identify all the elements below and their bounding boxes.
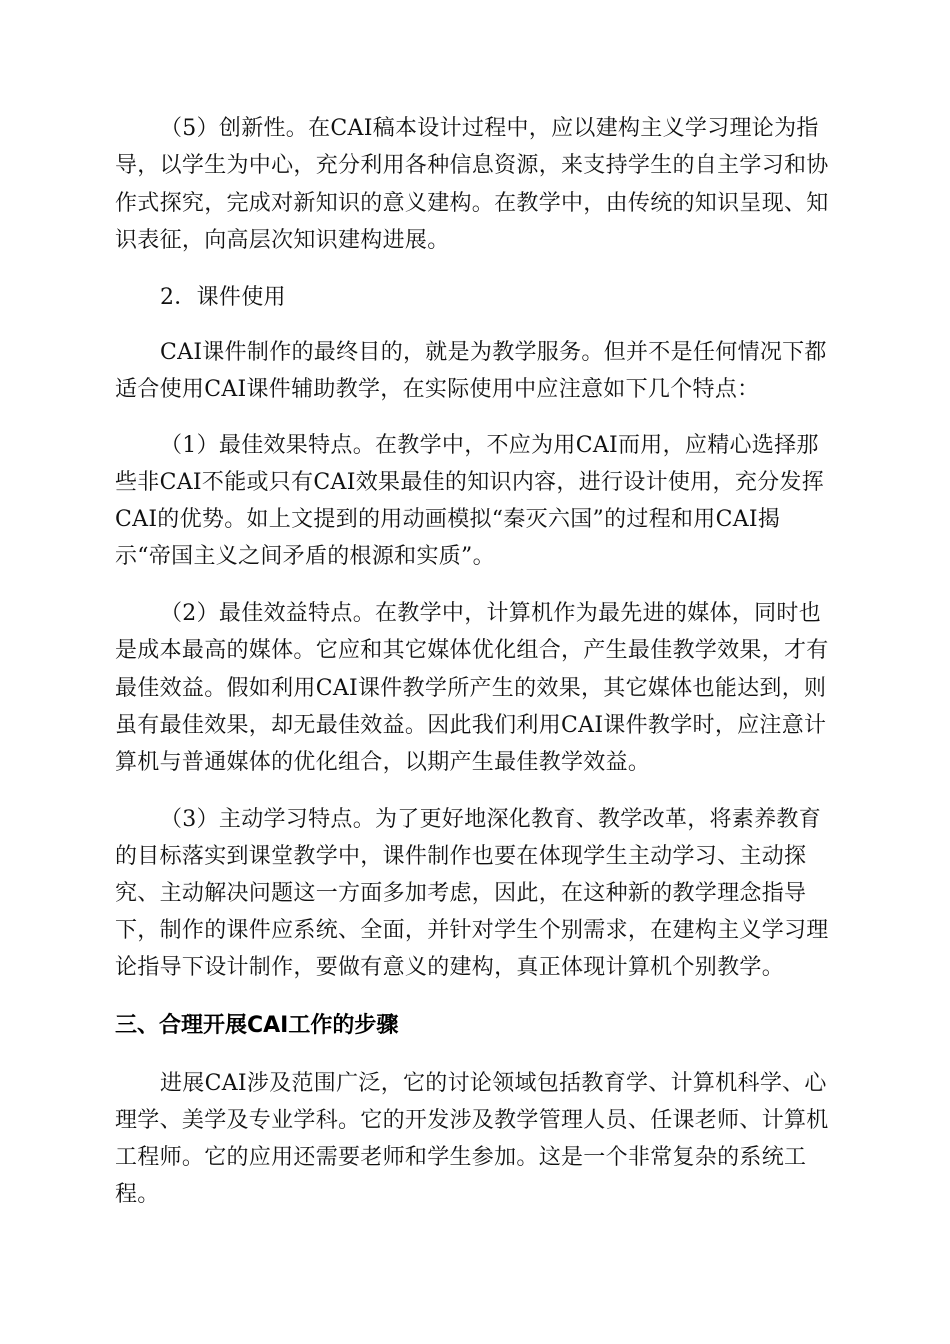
- paragraph-line: CAI的优势。如上文提到的用动画模拟“秦灭六国”的过程和用CAI揭: [115, 507, 781, 532]
- paragraph-line: （1）最佳效果特点。在教学中，不应为用CAI而用，应精心选择那: [160, 433, 819, 458]
- paragraph-line: 下，制作的课件应系统、全面，并针对学生个别需求，在建构主义学习理: [115, 918, 829, 943]
- paragraph-line: 的目标落实到课堂教学中，课件制作也要在体现学生主动学习、主动探: [115, 844, 807, 869]
- paragraph-line: 适合使用CAI课件辅助教学，在实际使用中应注意如下几个特点：: [115, 377, 760, 402]
- paragraph-line: 示“帝国主义之间矛盾的根源和实质”。: [115, 544, 495, 569]
- section-title: 2．课件使用: [160, 285, 286, 310]
- paragraph-line: 究、主动解决问题这一方面多加考虑，因此，在这种新的教学理念指导: [115, 881, 807, 906]
- paragraph-line: 最佳效益。假如利用CAI课件教学所产生的效果，其它媒体也能达到，则: [115, 676, 827, 701]
- section-heading: 三、合理开展CAI工作的步骤: [115, 1013, 399, 1038]
- paragraph-line: 算机与普通媒体的优化组合，以期产生最佳教学效益。: [115, 750, 651, 775]
- paragraph-line: 是成本最高的媒体。它应和其它媒体优化组合，产生最佳教学效果，才有: [115, 638, 829, 663]
- paragraph-line: 工程师。它的应用还需要老师和学生参加。这是一个非常复杂的系统工: [115, 1145, 807, 1170]
- paragraph-line: 作式探究，完成对新知识的意义建构。在教学中，由传统的知识呈现、知: [115, 191, 829, 216]
- paragraph-line: （3）主动学习特点。为了更好地深化教育、教学改革，将素养教育: [160, 807, 821, 832]
- paragraph-line: 些非CAI不能或只有CAI效果最佳的知识内容，进行设计使用，充分发挥: [115, 470, 825, 495]
- paragraph-line: 进展CAI涉及范围广泛，它的讨论领域包括教育学、计算机科学、心: [160, 1071, 827, 1096]
- paragraph-line: 理学、美学及专业学科。它的开发涉及教学管理人员、任课老师、计算机: [115, 1108, 829, 1133]
- paragraph-line: 导，以学生为中心，充分利用各种信息资源，来支持学生的自主学习和协: [115, 153, 829, 178]
- paragraph-line: （2）最佳效益特点。在教学中，计算机作为最先进的媒体，同时也: [160, 601, 821, 626]
- paragraph-line: 识表征，向高层次知识建构进展。: [115, 228, 450, 253]
- paragraph-line: CAI课件制作的最终目的，就是为教学服务。但并不是任何情况下都: [160, 340, 827, 365]
- paragraph-line: 论指导下设计制作，要做有意义的建构，真正体现计算机个别教学。: [115, 955, 785, 980]
- paragraph-line: 虽有最佳效果，却无最佳效益。因此我们利用CAI课件教学时，应注意计: [115, 713, 827, 738]
- paragraph-line: 程。: [115, 1182, 160, 1207]
- paragraph-line: （5）创新性。在CAI稿本设计过程中，应以建构主义学习理论为指: [160, 116, 819, 141]
